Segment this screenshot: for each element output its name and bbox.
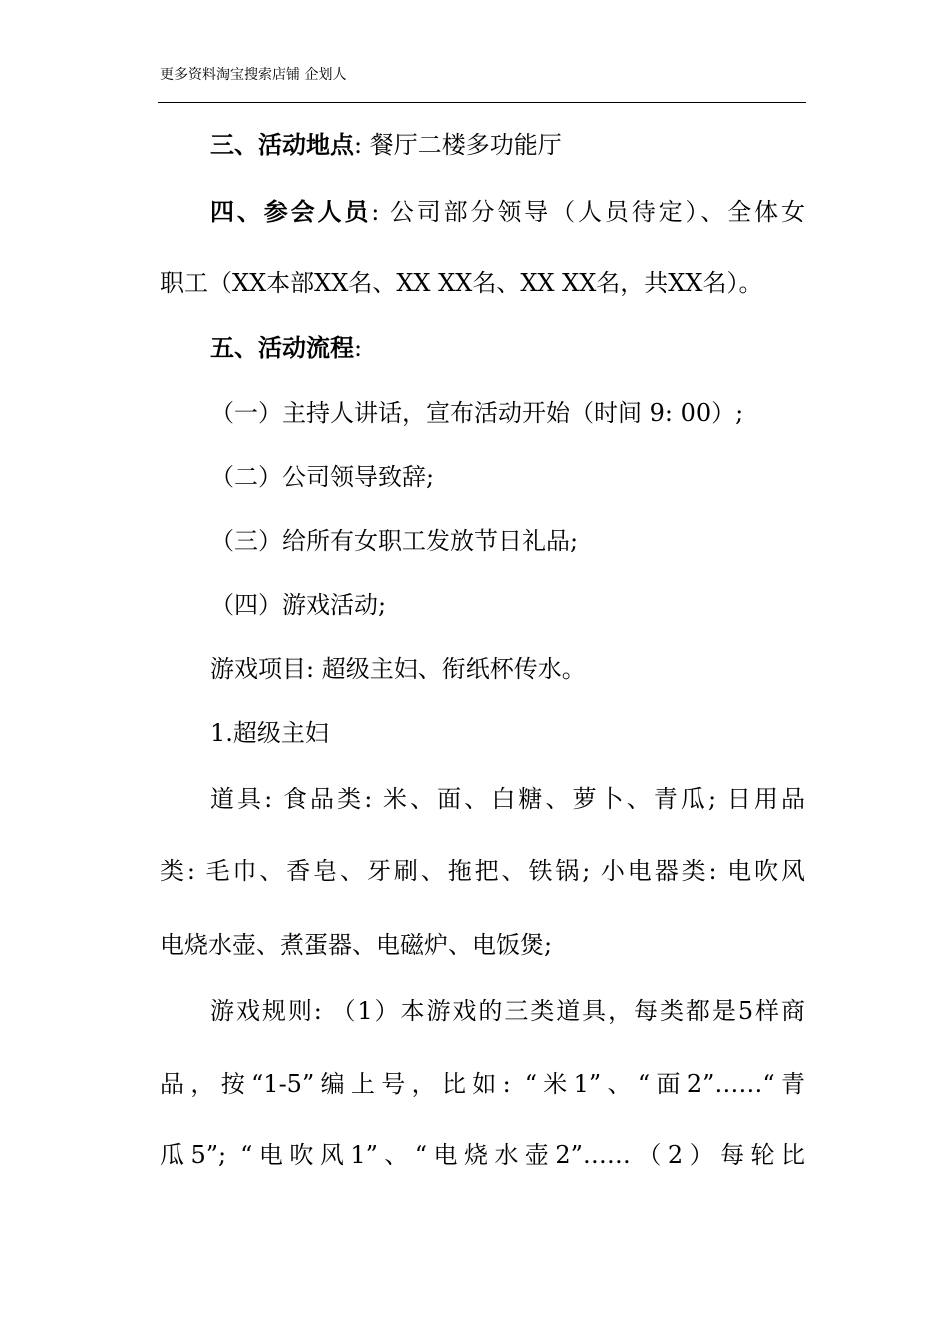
- attendees-paragraph-line1: [210, 197, 805, 227]
- process-paragraph: [210, 333, 362, 363]
- process-step-2: （二）公司领导致辞;: [210, 463, 435, 491]
- game-items: 游戏项目: 超级主妇、衔纸杯传水。: [210, 655, 586, 683]
- props-line-3: 电烧水壶、煮蛋器、电磁炉、电饭煲;: [160, 931, 553, 959]
- process-step-4: （四）游戏活动;: [210, 591, 387, 619]
- location-paragraph: [210, 130, 562, 160]
- rules-line-1: 游戏规则: （1）本游戏的三类道具，每类都是5样商: [210, 997, 805, 1025]
- process-step-3: （三）给所有女职工发放节日礼品;: [210, 527, 579, 555]
- rules-line-2: 品，按“1-5”编上号，比如: “米1”、“面2”……“青: [160, 1070, 805, 1098]
- location-value: : 餐厅二楼多功能厅: [354, 131, 562, 159]
- page-header: 更多资料淘宝搜索店铺 企划人: [160, 67, 347, 83]
- props-line-2: 类: 毛巾、香皂、牙刷、拖把、铁锅; 小电器类: 电吹风: [160, 857, 805, 885]
- attendees-heading: 四、参会人员: [210, 197, 372, 226]
- process-step-1: （一）主持人讲话，宣布活动开始（时间 9: 00）;: [210, 399, 744, 427]
- header-divider: [158, 102, 806, 103]
- location-heading: 三、活动地点: [210, 130, 354, 159]
- game1-title: 1.超级主妇: [210, 719, 329, 747]
- process-heading: 五、活动流程: [210, 333, 354, 362]
- attendees-value-line2: 职工（XX本部XX名、XX XX名、XX XX名，共XX名）。: [160, 269, 763, 297]
- process-colon: :: [354, 334, 363, 362]
- props-line-1: 道具: 食品类: 米、面、白糖、萝卜、青瓜; 日用品: [210, 785, 805, 813]
- attendees-value-line1: : 公司部分领导（人员待定）、全体女: [371, 198, 806, 226]
- rules-line-3: 瓜5”; “电吹风1”、“电烧水壶2”……（2）每轮比: [160, 1141, 805, 1169]
